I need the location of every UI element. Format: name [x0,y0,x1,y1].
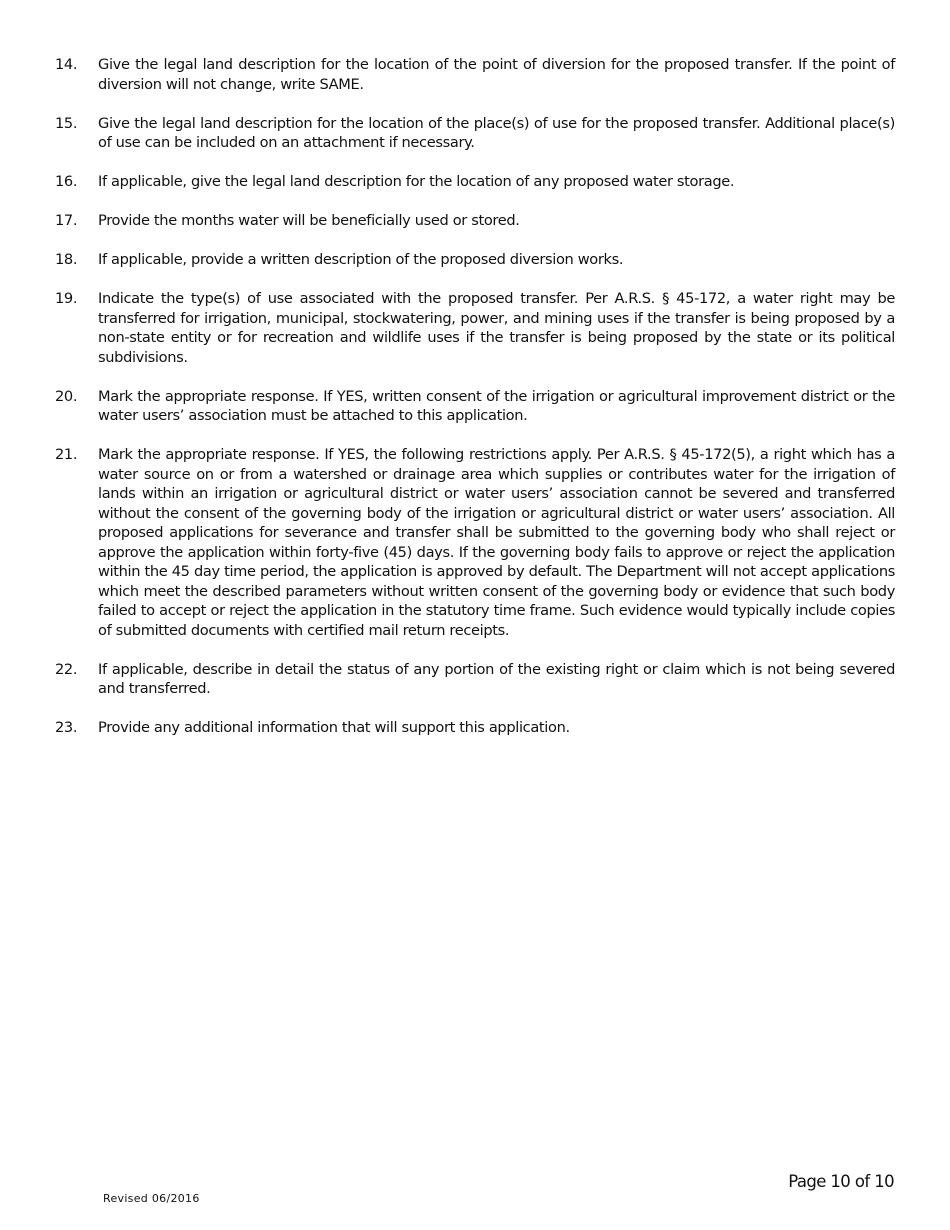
instruction-text: Mark the appropriate response. If YES, written consent of the irrigation or agricultural improvement district or the water users’ association must be attached to this application. [98,387,895,424]
instruction-number: 20. [55,387,78,405]
instruction-number: 15. [55,114,78,132]
instruction-number: 14. [55,56,78,73]
instruction-number: 16. [55,173,78,190]
instruction-item-23 [55,718,895,738]
instruction-number: 23. [55,719,78,736]
instruction-item-17 [55,211,895,231]
instruction-number: 22. [55,660,78,678]
page-number: Page 10 of 10 [788,1172,894,1191]
instruction-item-15 [55,114,895,153]
instruction-item-18 [55,250,895,270]
instruction-text: Mark the appropriate response. If YES, the following restrictions apply. Per A.R.S. § 45-172(5), a right which has a water source on or from a watershed or drainage area which supplies or contributes water for the irrigation of lands within an irrigation or agricultural district or water users’ association cannot be severed and transferred without the consent of the governing body of the irrigation or agricultural district or water users’ association. All proposed applications for severance and transfer shall be submitted to the governing body who shall reject or approve the application within forty-five (45) days. If the governing body fails to approve or reject the application within the 45 day time period, the application is approved by default. The Department will not accept applications which meet the described parameters without written consent of the governing body or evidence that such body failed to accept or reject the application in the statutory time frame. Such evidence would typically include copies of submitted documents with certified mail return receipts. [98,446,895,639]
instruction-text: Give the legal land description for the location of the point of diversion for the proposed transfer. If the point of diversion will not change, write SAME. [98,56,895,93]
instruction-item-16 [55,172,895,192]
instruction-item-20 [55,387,895,426]
instruction-text: If applicable, give the legal land description for the location of any proposed water storage. [98,173,735,190]
instruction-number: 18. [55,251,78,268]
instruction-text: Provide the months water will be beneficially used or stored. [98,212,520,229]
instruction-text: Provide any additional information that will support this application. [98,719,570,736]
instruction-text: If applicable, describe in detail the status of any portion of the existing right or claim which is not being severed and transferred. [98,660,895,697]
revision-date: Revised 06/2016 [103,1192,200,1205]
instruction-number: 19. [55,290,78,307]
instruction-number: 21. [55,446,78,463]
instruction-text: If applicable, provide a written description of the proposed diversion works. [98,251,624,268]
instruction-item-14 [55,55,895,94]
instruction-text: Give the legal land description for the location of the place(s) of use for the proposed transfer. Additional place(s) of use can be included on an attachment if necessary. [98,114,895,151]
instruction-item-21 [55,445,895,640]
instruction-text: Indicate the type(s) of use associated with the proposed transfer. Per A.R.S. § 45-172, a water right may be transferred for irrigation, municipal, stockwatering, power, and mining uses if the transfer is being proposed by a non-state entity or for recreation and wildlife uses if the transfer is being proposed by the state or its political subdivisions. [98,290,895,366]
instruction-item-19 [55,289,895,367]
instruction-number: 17. [55,212,78,229]
instruction-list [55,55,895,757]
instruction-item-22 [55,660,895,699]
